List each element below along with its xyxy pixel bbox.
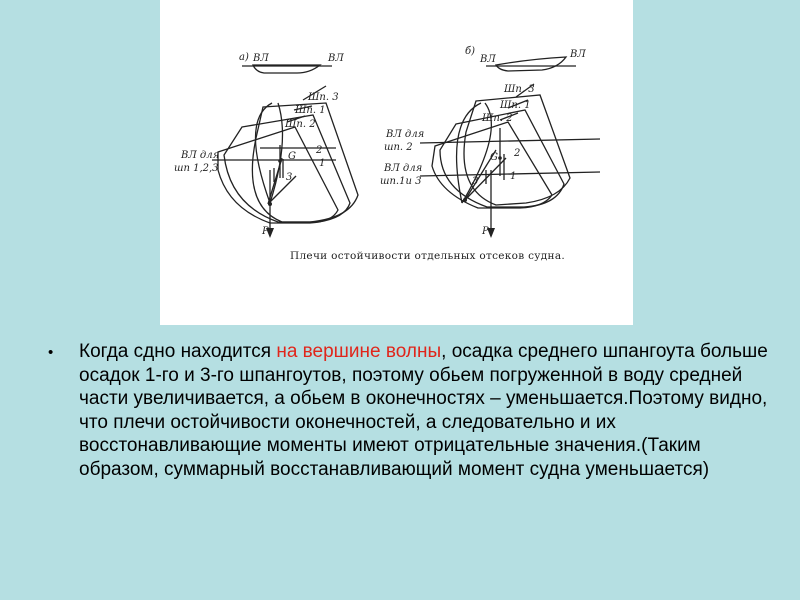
wl-label-a-line2: шп 1,2,3 [174,163,219,174]
wl-label-b13-line1: ВЛ для [384,163,423,174]
g-label-a: G [288,151,296,162]
figure-panel [160,0,633,325]
frame3-label-a: Шп. 3 [308,92,339,103]
bullet-marker: • [48,344,54,361]
bullet-paragraph [48,340,768,481]
frame2-label-a: Шп. 2 [285,119,316,130]
frame1-label-a: Шп. 1 [295,105,326,116]
g-label-b: G [490,152,498,163]
panel-b-label: б) [465,46,476,57]
wl-label-b-left: ВЛ [480,54,496,65]
num-3-a: 3 [286,172,293,183]
num-2-b: 2 [514,148,521,159]
num-3-b: 3 [472,176,479,187]
p-label-a: P [262,226,269,237]
panel-a-label: а) [239,52,249,63]
wl-label-b13-line2: шп.1и 3 [380,176,422,187]
num-1-a: 1 [319,158,326,169]
paragraph-text [79,340,768,481]
hull-sketch-b [496,57,566,71]
wl-label-a-line1: ВЛ для [181,150,220,161]
wl-label-b-right: ВЛ [570,49,586,60]
g-dot-b [498,156,502,160]
g-dot-a [278,159,282,163]
frame2-label-b: Шп. 2 [482,113,513,124]
figure-caption: Плечи остойчивости отдельных отсеков судна. [290,250,566,262]
num-2-a: 2 [316,145,323,156]
frame1-label-b: Шп. 1 [500,100,531,111]
text-part-1: Когда сдно находится [79,341,277,362]
text-part-2: , осадка среднего шпангоута больше осадок 1-го и 3-го шпангоутов, поэтому обьем погруженной в воду средней части увеличивается, а обьем в оконечностях – уменьшается.Поэтому видно, что плечи остойчивости оконечностей, а следовательно и их восстонавливающие моменты имеют отрицательные значения.(Таким образом, суммарный восстанавливающий момент судна уменьшается) [79,341,768,480]
wl-label-b2-line2: шп. 2 [384,142,413,153]
wl-label-a-left: ВЛ [253,53,269,64]
pivot-a [268,202,272,206]
pivot-b [463,198,467,202]
wl-label-b2-line1: ВЛ для [386,129,425,140]
wl-label-a-right: ВЛ [328,53,344,64]
num-1-b: 1 [510,171,517,182]
frame-section-1-a [224,115,350,222]
frame3-label-b: Шп. 3 [504,84,535,95]
highlight-text: на вершине волны [276,341,442,362]
p-label-b: P [482,226,489,237]
stability-diagram [160,0,633,325]
